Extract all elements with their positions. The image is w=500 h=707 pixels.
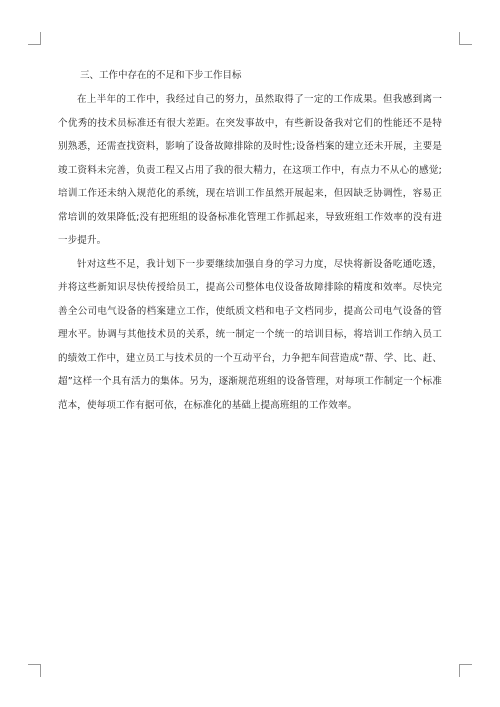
crop-mark-bottom-left [28, 664, 41, 677]
document-body [58, 64, 442, 417]
section-heading: 三、工作中存在的不足和下步工作目标 [80, 70, 242, 81]
crop-mark-top-right [459, 32, 472, 45]
paragraph-shortcomings: 在上半年的工作中，我经过自己的努力，虽然取得了一定的工作成果。但我感到离一个优秀的技术员标准还有很大差距。在突发事故中，有些新设备我对它们的性能还不是特别熟悉，还需查找资料，影响了设备故障排除的及时性;设备档案的建立还未开展，主要是竣工资料未完善，负责工程又占用了我的很大精力，在这项工作中，有点力不从心的感觉;培训工作还未纳入规范化的系统，现在培训工作虽然开展起来，但因缺乏协调性，容易正常培训的效果降低;没有把班组的设备标准化管理工作抓起来，导致班组工作效率的没有进一步提升。 [58, 94, 442, 246]
paragraph-next-steps: 针对这些不足，我计划下一步要继续加强自身的学习力度，尽快将新设备吃通吃透，并将这些新知识尽快传授给员工，提高公司整体电仪设备故障排除的精度和效率。尽快完善全公司电气设备的档案建立工作，使纸质文档和电子文档同步，提高公司电气设备的管理水平。协调与其他技术员的关系，统一制定一个统一的培训目标，将培训工作纳入员工的绩效工作中，建立员工与技术员的一个互动平台，力争把车间营造成“帮、学、比、赶、超”这样一个具有活力的集体。另为，逐渐规范班组的设备管理，对每项工作制定一个标准范本，使每项工作有据可依，在标准化的基础上提高班组的工作效率。 [58, 258, 442, 411]
crop-mark-bottom-right [459, 664, 472, 677]
crop-mark-top-left [28, 32, 41, 45]
